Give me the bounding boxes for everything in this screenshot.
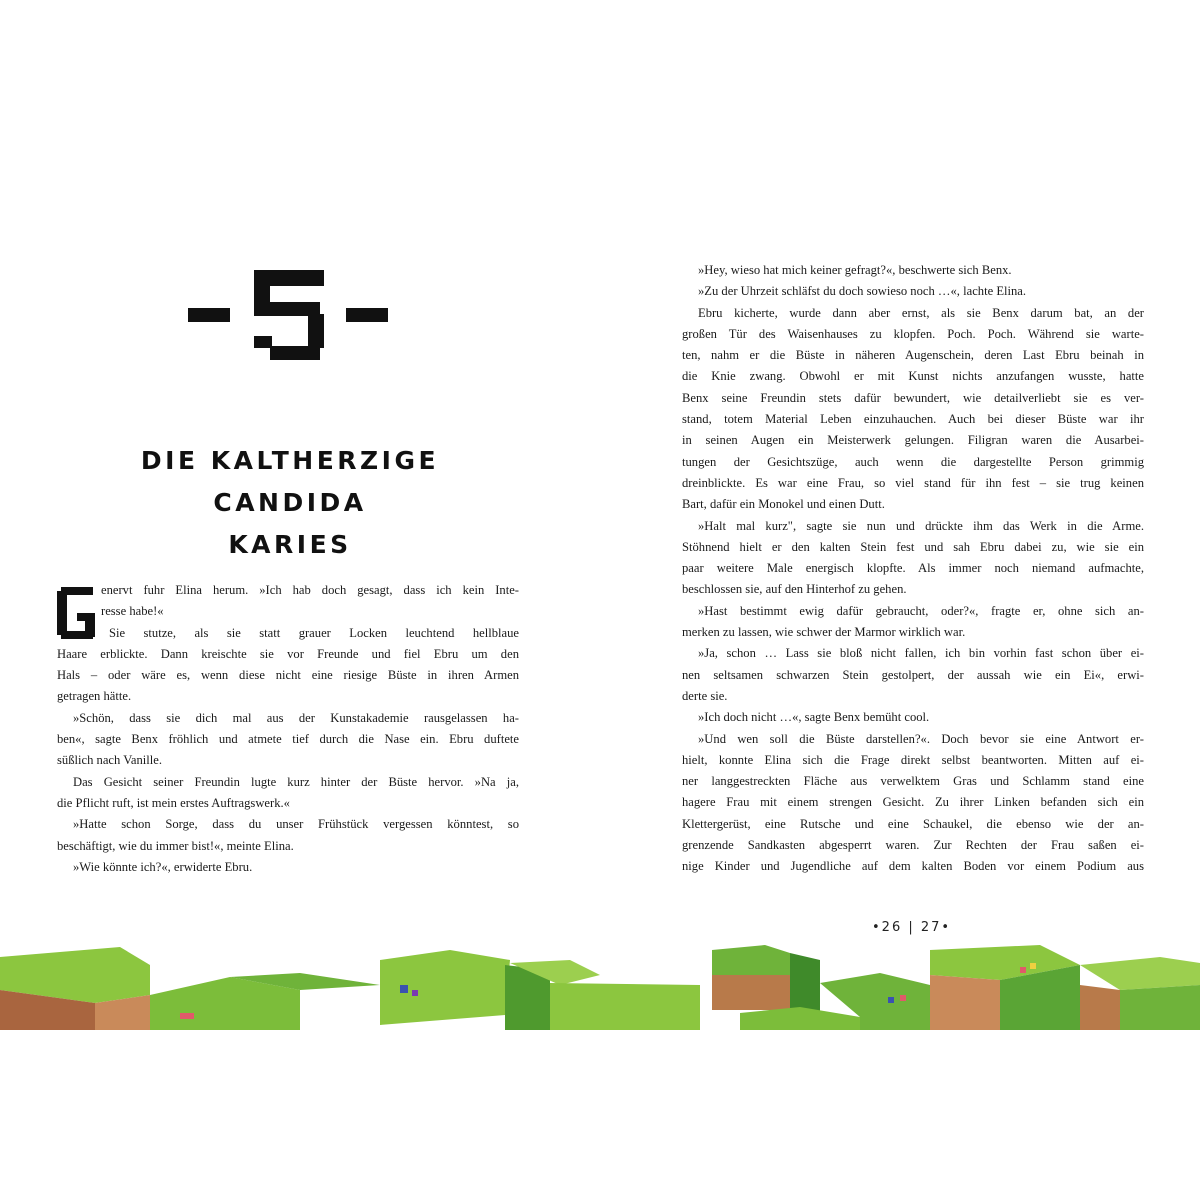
body-line: Ebru kicherte, wurde dann aber ernst, als sie Benx darum bat, an der: [698, 305, 1144, 320]
body-line: Sie stutze, als sie statt grauer Locken leuchtend hellblaue: [109, 625, 519, 640]
body-line: »Ich doch nicht …«, sagte Benx bemüht cool.: [698, 710, 930, 725]
body-line: getragen hätte.: [57, 689, 132, 704]
body-line: ben«, sagte Benx fröhlich und atmete tief durch die Nase ein. Ebru duftete: [57, 732, 519, 747]
flower-decoration: [1020, 967, 1026, 973]
left-page-body: [57, 580, 519, 878]
chapter-title-line-1: DIE KALTHERZIGE CANDIDA: [140, 446, 440, 517]
body-line: Hals – oder wäre es, wenn diese nicht eine riesige Büste in ihren Armen: [57, 668, 519, 683]
body-line: großen Tür des Waisenhauses zu klopfen. Poch. Poch. Während sie warte-: [682, 326, 1144, 341]
grass-block: [550, 983, 700, 1030]
grass-block-side: [790, 953, 820, 1015]
body-line: »Halt mal kurz", sagte sie nun und drückte ihm das Werk in die Arme.: [698, 518, 1144, 533]
body-line: nige Kinder und Jugendliche auf dem kalten Boden vor einem Podium aus: [682, 859, 1144, 874]
body-line: »Hatte schon Sorge, dass du unser Frühstück vergessen könntest, so: [73, 817, 519, 832]
body-line: ner langgestreckten Fläche aus verwelktem Gras und Schlamm stand eine: [682, 774, 1144, 789]
flower-decoration: [400, 985, 408, 993]
chapter-number: 5: [290, 367, 291, 368]
body-line: tungen der Gesichtszüge, auch wenn die dargestellte Person grimmig: [682, 454, 1144, 469]
body-line: hagere Frau mit einem strengen Gesicht. Zu ihrer Linken befanden sich ein: [682, 795, 1144, 810]
body-line: grenzende Sandkasten abgesperrt waren. Zur Rechten der Frau saßen ei-: [682, 838, 1144, 853]
body-line: die Knie zwang. Obwohl er mit Kunst nichts anzufangen wusste, hatte: [682, 369, 1144, 384]
dirt-block: [712, 975, 790, 1010]
body-line: beschäftigt, wie du immer bist!«, meinte Elina.: [57, 838, 294, 853]
body-line: Das Gesicht seiner Freundin lugte kurz hinter der Büste hervor. »Na ja,: [73, 774, 519, 789]
body-line: »Schön, dass sie dich mal aus der Kunstakademie rausgelassen ha-: [73, 710, 519, 725]
body-line: »Und wen soll die Büste darstellen?«. Doch bevor sie eine Antwort er-: [698, 731, 1144, 746]
chapter-title: [60, 440, 520, 566]
body-line: »Wie könnte ich?«, erwiderte Ebru.: [73, 859, 253, 874]
body-line: »Hast bestimmt ewig dafür gebraucht, oder?«, fragte er, ohne sich an-: [698, 603, 1144, 618]
body-line: beschlossen sie, auf den Hinterhof zu gehen.: [682, 582, 907, 597]
body-line: resse habe!«: [101, 604, 164, 619]
flower-decoration: [888, 997, 894, 1003]
body-line: »Zu der Uhrzeit schläfst du doch sowieso noch …«, lachte Elina.: [698, 284, 1027, 299]
flower-decoration: [900, 995, 906, 1001]
body-line: hielt, konnte Elina sich die Frage direkt selbst beantworten. Mitten auf ei-: [682, 752, 1144, 767]
chapter-title-line-2: KARIES: [228, 530, 352, 559]
body-line: merken zu lassen, wie schwer der Marmor wirklich war.: [682, 625, 966, 640]
page-numbers: •26 | 27•: [872, 920, 952, 935]
body-line: derte sie.: [682, 688, 728, 703]
flower-decoration: [412, 990, 418, 996]
body-line: Stöhnend hielt er den kalten Stein fest und sah Ebru dabei zu, wie sie ein: [682, 539, 1144, 554]
body-line: süßlich nach Vanille.: [57, 753, 163, 768]
right-dash: [346, 308, 388, 322]
body-line: stand, totem Material Leben einzuhauchen. Auch bei dieser Büste war ihr: [682, 412, 1144, 427]
left-dash: [188, 308, 230, 322]
grass-block: [380, 950, 510, 1025]
dropcap-letter: G: [57, 585, 58, 586]
right-page-body: [682, 260, 1144, 878]
body-line: enervt fuhr Elina herum. »Ich hab doch gesagt, dass ich kein Inte-: [101, 583, 519, 597]
body-line: Benx seine Freundin stets dafür bewundert, wie detailverliebt sie es ver-: [682, 390, 1144, 405]
pixel-five-glyph: [254, 270, 324, 360]
dirt-block: [1080, 985, 1120, 1030]
grass-block: [740, 1007, 860, 1030]
body-line: Klettergerüst, eine Rutsche und eine Schaukel, die ebenso wie der an-: [682, 816, 1144, 831]
body-line: Haare erblickte. Dann kreischte sie vor Freunde und fiel Ebru um den: [57, 646, 519, 661]
body-line: ten, nahm er die Büste in näheren Augenschein, deren Last Ebru beinah in: [682, 348, 1144, 363]
body-line: paar weitere Male energisch klopfte. Als immer noch niemand aufmachte,: [682, 561, 1144, 576]
body-line: nen seltsamen schwarzen Stein gestolpert, der aussah wie ein Ei«, erwi-: [682, 667, 1144, 682]
flower-decoration: [1030, 963, 1036, 969]
body-line: dreinblickte. Es war eine Frau, so viel stand für ihn fest – sie trug keinen: [682, 475, 1144, 490]
body-line: »Ja, schon … Lass sie bloß nicht fallen, ich bin vorhin fast schon über ei-: [698, 646, 1144, 661]
body-line: in seinen Augen ein Meisterwerk gelungen. Filigran waren die Ausarbei-: [682, 433, 1144, 448]
body-line: »Hey, wieso hat mich keiner gefragt?«, beschwerte sich Benx.: [698, 263, 1012, 277]
block-landscape-illustration: [0, 935, 1200, 1030]
grass-block-side: [1120, 985, 1200, 1030]
body-line: die Pflicht ruft, ist mein erstes Auftragswerk.«: [57, 795, 290, 810]
flower-decoration: [180, 1013, 194, 1019]
body-line: Bart, dafür ein Monokel und einen Dutt.: [682, 497, 885, 512]
grass-block: [1080, 957, 1200, 990]
grass-block: [712, 945, 790, 975]
chapter-number-graphic: [150, 262, 430, 372]
dirt-block: [930, 975, 1000, 1030]
